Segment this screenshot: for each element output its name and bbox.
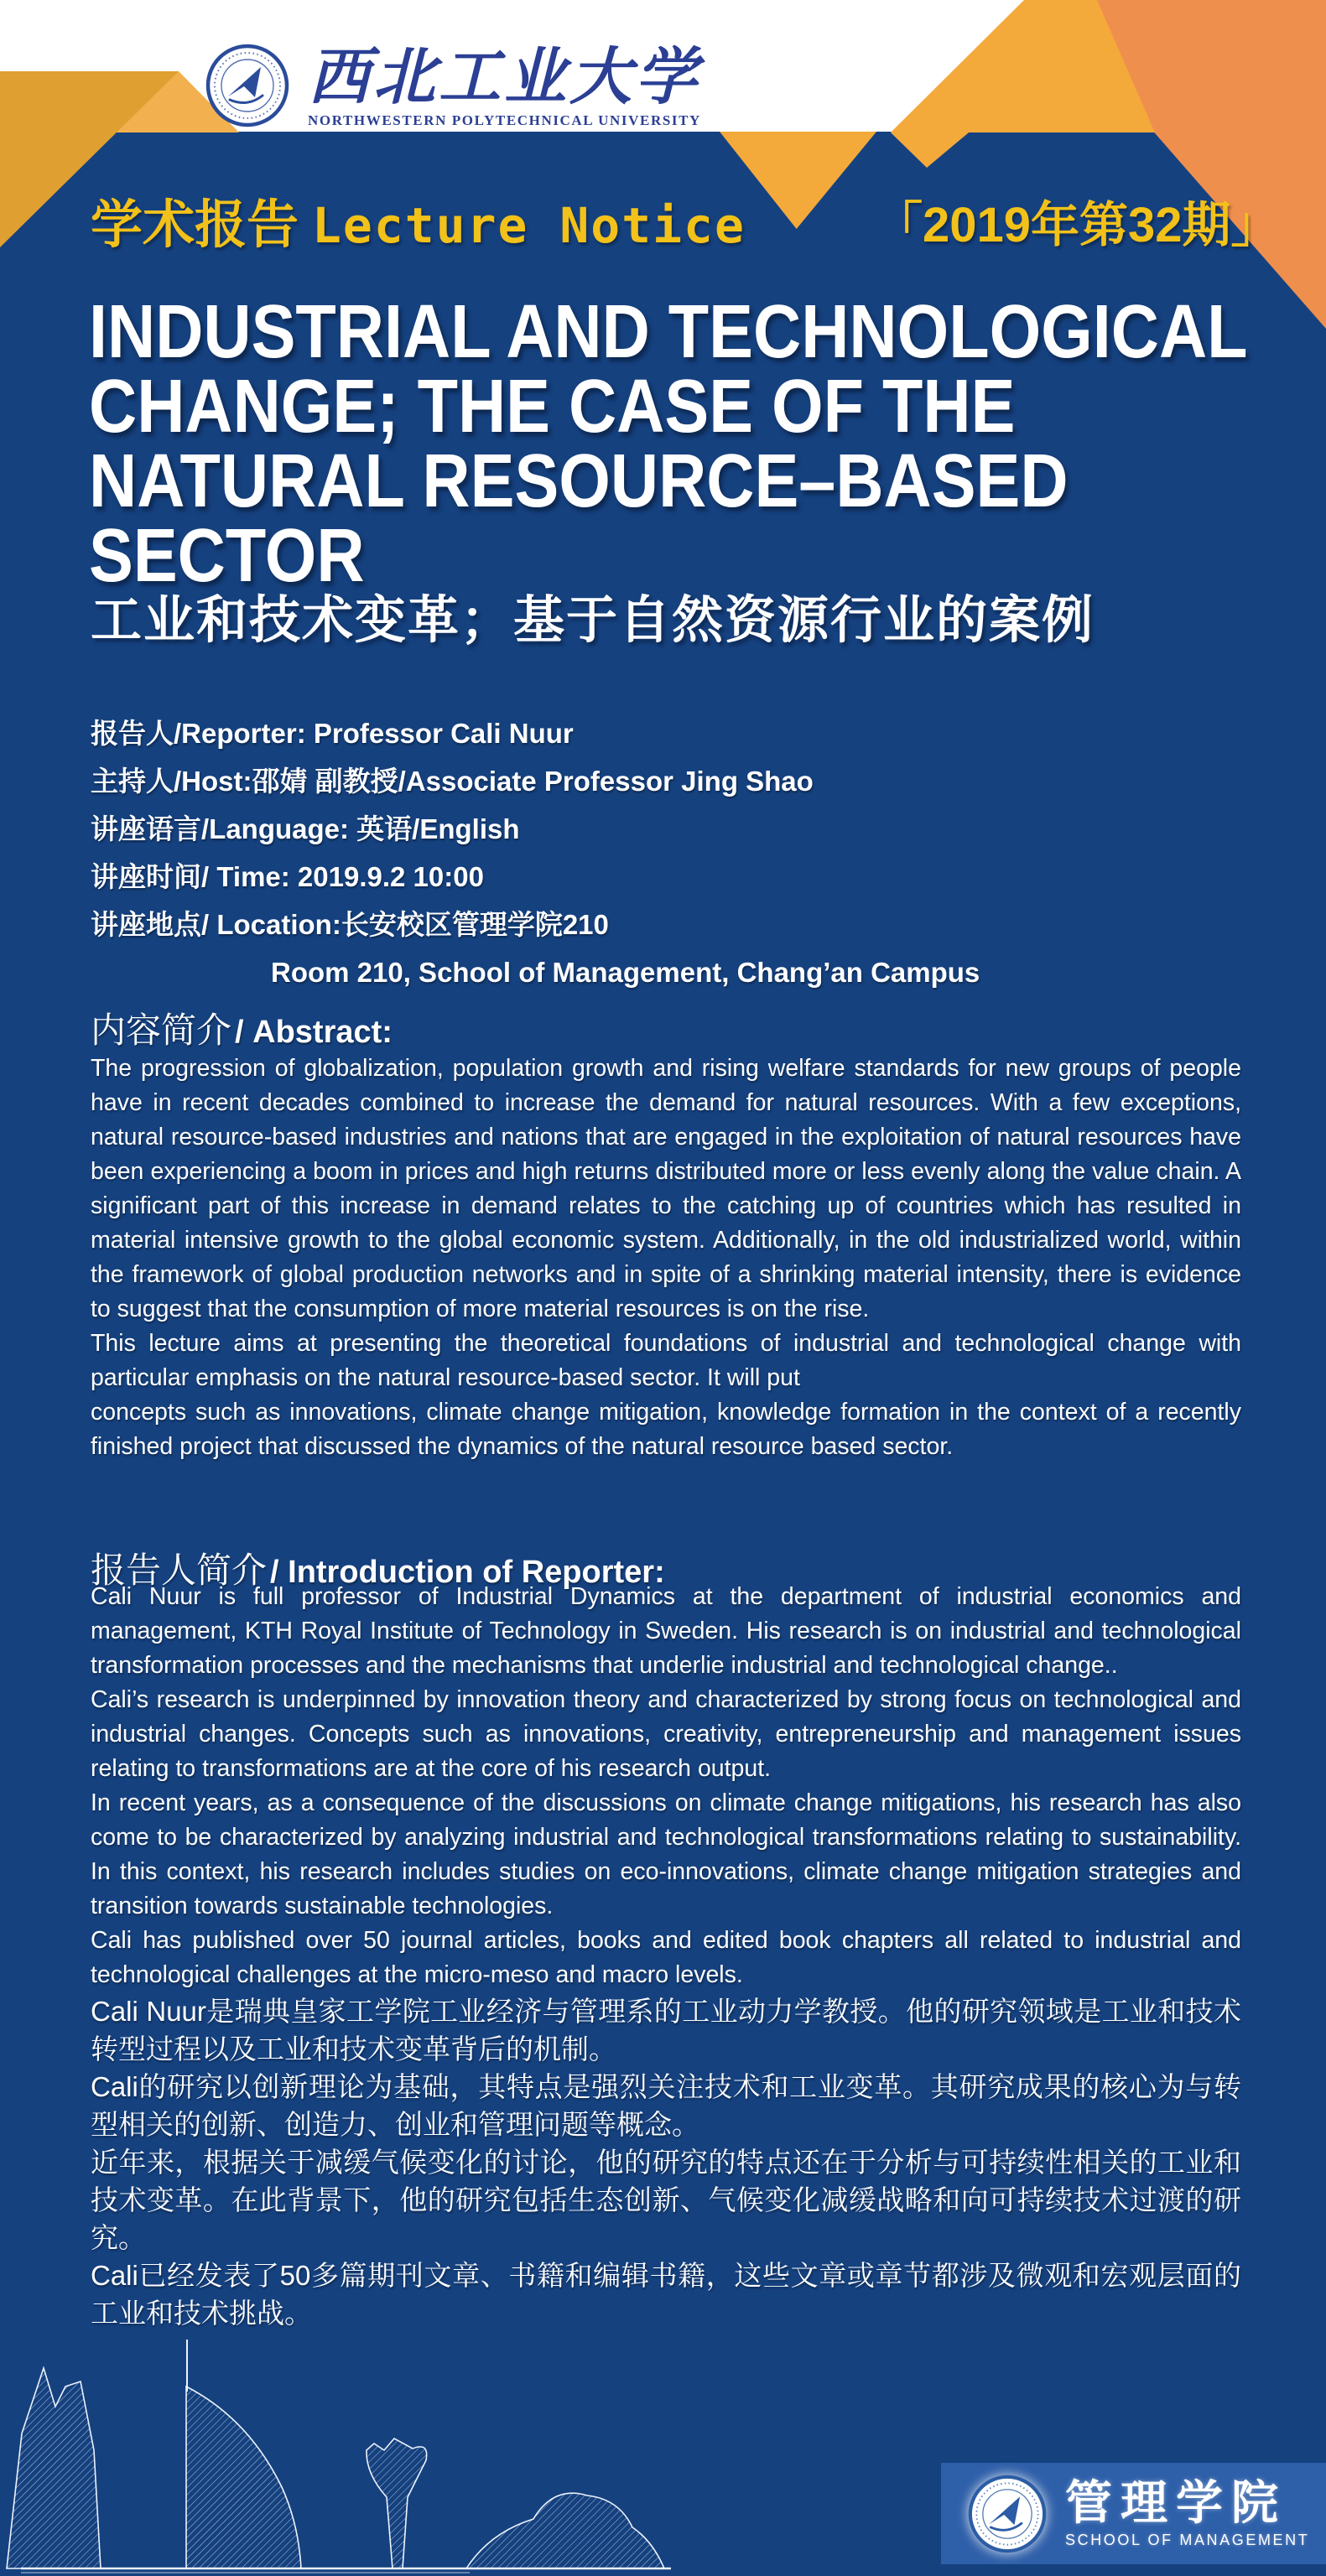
intro-paragraph-cn: Cali Nuur是瑞典皇家工学院工业经济与管理系的工业动力学教授。他的研究领域是工业和技术转型过程以及工业和技术变革背后的机制。 [91,1996,1241,2064]
intro-paragraph-cn: Cali的研究以创新理论为基础，其特点是强烈关注技术和工业变革。其研究成果的核心为与转型相关的创新、创造力、创业和管理问题等概念。 [91,2071,1241,2140]
school-wordmark [1065,2475,1310,2549]
intro-text [91,1580,1241,2332]
title-line-2: CHANGE; THE CASE OF THE [89,365,1016,449]
title-line-3: NATURAL RESOURCE–BASED [89,439,1069,523]
title-line-1: INDUSTRIAL AND TECHNOLOGICAL [89,290,1248,374]
intro-paragraph-en: In recent years, as a consequence of the discussions on climate change mitigations, his research has also come to be characterized by analyzing industrial and technological transformations relating to sustainability. In this context, his research includes studies on eco-innovations, climate change mitigation strategies and transition towards sustainable technologies. [91,1789,1241,1919]
detail-host: 主持人/Host:邵婧 副教授/Associate Professor Jing Shao [91,766,814,797]
campus-sketch [0,2333,696,2576]
school-logo-panel [941,2463,1326,2564]
school-seal-icon [968,2475,1047,2553]
notice-label-cn: 学术报告 [91,196,299,254]
university-logo [205,41,701,132]
school-name-cn: 管理学院 [1065,2475,1287,2531]
notice-label [91,196,746,255]
detail-reporter: 报告人/Reporter: Professor Cali Nuur [91,718,574,749]
intro-heading-cn: 报告人简介 [91,1550,268,1590]
notice-label-en: Lecture Notice [312,197,746,254]
university-wordmark [308,41,701,129]
intro-paragraph-cn: 近年来，根据关于减缓气候变化的讨论，他的研究的特点还在于分析与可持续性相关的工业和技术变革。在此背景下，他的研究包括生态创新、气候变化减缓战略和向可持续技术过渡的研究。 [91,2147,1241,2253]
university-seal-icon [205,44,289,127]
intro-paragraph-en: Cali’s research is underpinned by innovation theory and characterized by strong focus on technological and industrial changes. Concepts such as innovations, creativity, entrepreneurship and management issues relating to transformations are at the core of his research output. [91,1686,1241,1782]
detail-location: 讲座地点/ Location:长安校区管理学院210 [91,909,609,940]
intro-paragraph-en: Cali has published over 50 journal articles, books and edited book chapters all related to industrial and technological challenges at the micro-meso and macro levels. [91,1927,1241,1988]
abstract-paragraph: concepts such as innovations, climate change mitigation, knowledge formation in the context of a recently finished project that discussed the dynamics of the natural resource based sector. [91,1399,1241,1460]
university-name-en: NORTHWESTERN POLYTECHNICAL UNIVERSITY [308,112,701,128]
detail-language: 讲座语言/Language: 英语/English [91,813,520,844]
abstract-heading-cn: 内容简介 [91,1010,232,1050]
detail-time: 讲座时间/ Time: 2019.9.2 10:00 [91,861,484,892]
notice-issue-number: 「2019年第32期」 [874,198,1280,252]
intro-paragraph-en: Cali Nuur is full professor of Industrial Dynamics at the department of industrial economics and management, KTH Royal Institute of Technology in Sweden. His research is on industrial and technological transformation processes and the mechanisms that underlie industrial and technological change.. [91,1583,1241,1679]
school-name-en: SCHOOL OF MANAGEMENT [1065,2532,1310,2548]
detail-location-en: Room 210, School of Management, Chang’an Campus [271,957,980,988]
abstract-heading-en: / Abstract: [235,1015,393,1050]
abstract-text [91,1052,1241,1464]
title-line-4: SECTOR [89,514,365,598]
abstract-heading [91,1003,393,1053]
lecture-title-cn: 工业和技术变革；基于自然资源行业的案例 [91,591,1095,648]
abstract-paragraph: This lecture aims at presenting the theoretical foundations of industrial and technological change with particular emphasis on the natural resource-based sector. It will put [91,1330,1241,1391]
lecture-title [89,290,1248,598]
intro-paragraph-cn: Cali已经发表了50多篇期刊文章、书籍和编辑书籍，这些文章或章节都涉及微观和宏观层面的工业和技术挑战。 [91,2260,1241,2329]
lecture-details [91,709,980,996]
abstract-paragraph: The progression of globalization, population growth and rising welfare standards for new groups of people have in recent decades combined to increase the demand for natural resources. With a few exceptions, natural resource-based industries and nations that are engaged in the exploitation of natural resources have been experiencing a boom in prices and high returns distributed more or less evenly along the value chain. A significant part of this increase in demand relates to the catching up of countries which has resulted in material intensive growth to the global economic system. Additionally, in the old industrialized world, within the framework of global production networks and in spite of a shrinking material intensity, there is evidence to suggest that the consumption of more material resources is on the rise. [91,1055,1241,1322]
intro-heading-en: / Introduction of Reporter: [270,1555,665,1590]
university-name-cn: 西北工业大学 [308,41,700,113]
